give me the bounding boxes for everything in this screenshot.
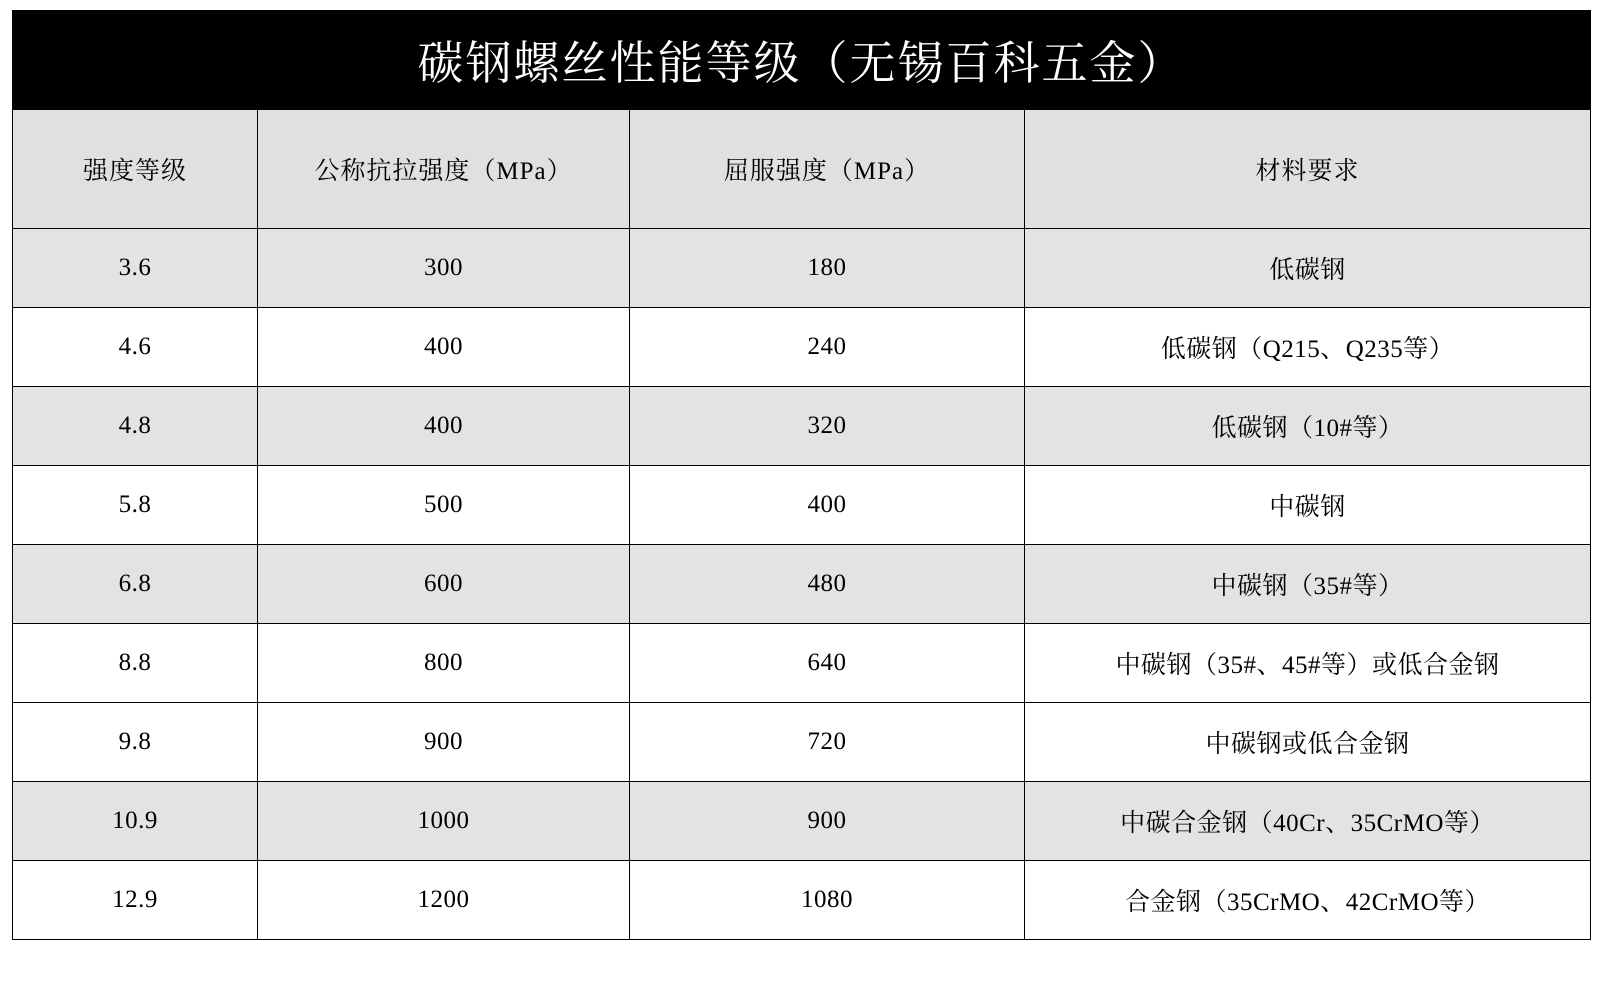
cell-tensile: 800 <box>258 624 630 703</box>
cell-tensile: 400 <box>258 308 630 387</box>
cell-grade: 10.9 <box>13 782 258 861</box>
cell-material: 中碳钢 <box>1025 466 1591 545</box>
cell-tensile: 400 <box>258 387 630 466</box>
cell-yield: 180 <box>630 229 1025 308</box>
table-row <box>13 782 1591 861</box>
table-row <box>13 229 1591 308</box>
page-title: 碳钢螺丝性能等级（无锡百科五金） <box>13 11 1591 110</box>
cell-tensile: 500 <box>258 466 630 545</box>
cell-tensile: 1000 <box>258 782 630 861</box>
carbon-steel-screw-grade-table <box>12 10 1591 940</box>
column-header-grade: 强度等级 <box>13 110 258 229</box>
cell-material: 中碳钢（35#、45#等）或低合金钢 <box>1025 624 1591 703</box>
table-row <box>13 387 1591 466</box>
cell-yield: 320 <box>630 387 1025 466</box>
cell-grade: 12.9 <box>13 861 258 940</box>
cell-grade: 4.6 <box>13 308 258 387</box>
cell-yield: 900 <box>630 782 1025 861</box>
column-header-yield: 屈服强度（MPa） <box>630 110 1025 229</box>
table-row <box>13 545 1591 624</box>
cell-grade: 9.8 <box>13 703 258 782</box>
cell-material: 中碳合金钢（40Cr、35CrMO等） <box>1025 782 1591 861</box>
cell-grade: 8.8 <box>13 624 258 703</box>
cell-material: 低碳钢 <box>1025 229 1591 308</box>
table-row <box>13 308 1591 387</box>
cell-yield: 240 <box>630 308 1025 387</box>
cell-material: 中碳钢（35#等） <box>1025 545 1591 624</box>
table-row <box>13 466 1591 545</box>
table-row <box>13 861 1591 940</box>
table-row <box>13 703 1591 782</box>
column-header-material: 材料要求 <box>1025 110 1591 229</box>
table-header-row <box>13 110 1591 229</box>
cell-grade: 3.6 <box>13 229 258 308</box>
cell-grade: 6.8 <box>13 545 258 624</box>
cell-material: 低碳钢（Q215、Q235等） <box>1025 308 1591 387</box>
column-header-tensile: 公称抗拉强度（MPa） <box>258 110 630 229</box>
cell-yield: 720 <box>630 703 1025 782</box>
cell-material: 合金钢（35CrMO、42CrMO等） <box>1025 861 1591 940</box>
cell-tensile: 300 <box>258 229 630 308</box>
cell-grade: 5.8 <box>13 466 258 545</box>
cell-yield: 1080 <box>630 861 1025 940</box>
cell-yield: 480 <box>630 545 1025 624</box>
cell-yield: 640 <box>630 624 1025 703</box>
cell-material: 中碳钢或低合金钢 <box>1025 703 1591 782</box>
cell-tensile: 600 <box>258 545 630 624</box>
table-title-row <box>13 11 1591 110</box>
table-row <box>13 624 1591 703</box>
cell-yield: 400 <box>630 466 1025 545</box>
cell-material: 低碳钢（10#等） <box>1025 387 1591 466</box>
cell-grade: 4.8 <box>13 387 258 466</box>
cell-tensile: 1200 <box>258 861 630 940</box>
cell-tensile: 900 <box>258 703 630 782</box>
